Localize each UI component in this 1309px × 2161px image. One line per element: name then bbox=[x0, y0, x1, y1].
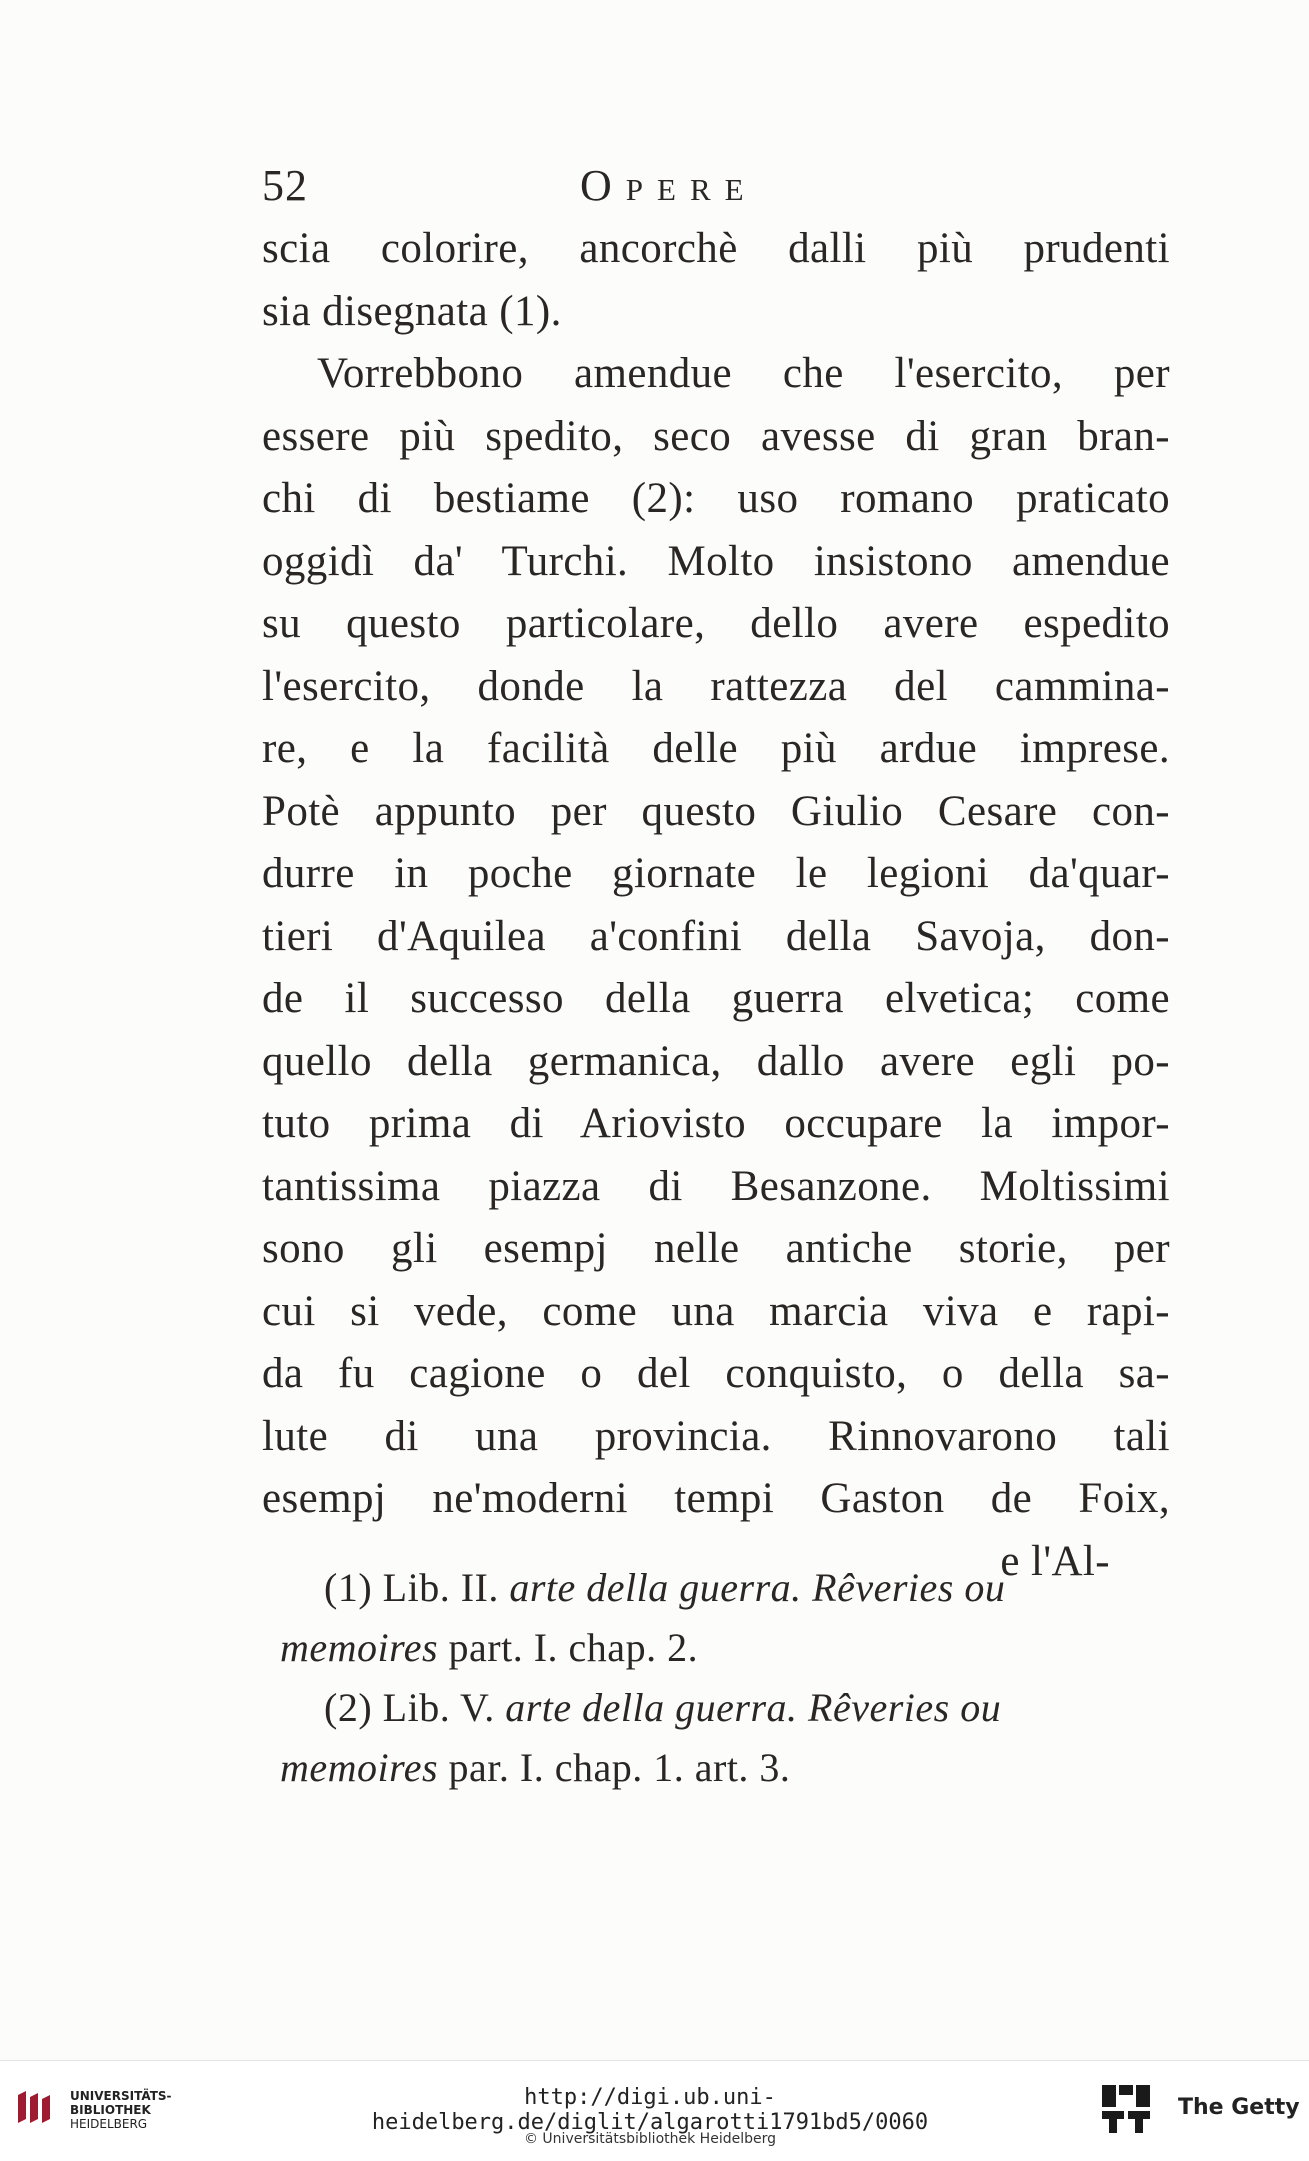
footnote-text: (2) Lib. V. bbox=[324, 1685, 506, 1730]
text-line: esempj ne'moderni tempi Gaston de Foix, bbox=[262, 1475, 1170, 1522]
ub-heidelberg-logo-icon[interactable] bbox=[14, 2087, 54, 2127]
text-line: su questo particolare, dello avere espedito bbox=[262, 600, 1170, 647]
page-number: 52 bbox=[262, 161, 308, 210]
footnote-italic: memoires bbox=[280, 1625, 439, 1670]
footnotes bbox=[280, 1558, 1170, 1798]
text-line: l'esercito, donde la rattezza del cammina- bbox=[262, 662, 1170, 710]
library-line: UNIVERSITÄTS- bbox=[70, 2089, 172, 2103]
library-line: HEIDELBERG bbox=[70, 2117, 148, 2131]
footnote-text: (1) Lib. II. bbox=[324, 1565, 510, 1610]
catchword: e l'Al- bbox=[1000, 1537, 1110, 1585]
text-line: essere più spedito, seco avesse di gran bran- bbox=[262, 412, 1170, 460]
running-head: Opere bbox=[580, 161, 758, 210]
text-line: Potè appunto per questo Giulio Cesare con- bbox=[262, 787, 1170, 835]
text-line: cui si vede, come una marcia viva e rapi- bbox=[262, 1287, 1170, 1335]
text-line: de il successo della guerra elvetica; come bbox=[262, 975, 1170, 1022]
text-line: oggidì da' Turchi. Molto insistono amendue bbox=[262, 537, 1170, 585]
page-header bbox=[262, 160, 1162, 220]
text-line: tieri d'Aquilea a'confini della Savoja, don- bbox=[262, 912, 1170, 960]
text-line: scia colorire, ancorchè dalli più prudenti bbox=[262, 225, 1170, 272]
text-line: re, e la facilità delle più ardue imprese. bbox=[262, 725, 1170, 772]
getty-logo-icon[interactable] bbox=[1100, 2083, 1152, 2135]
text-line: quello della germanica, dallo avere egli po- bbox=[262, 1037, 1170, 1085]
footnote-italic: arte della guerra. Rêveries ou bbox=[505, 1685, 1002, 1730]
text-line: durre in poche giornate le legioni da'quar- bbox=[262, 850, 1170, 897]
footnote-1-line-2 bbox=[280, 1618, 1170, 1678]
text-line: chi di bestiame (2): uso romano praticato bbox=[262, 475, 1170, 522]
text-line: lute di una provincia. Rinnovarono tali bbox=[262, 1412, 1170, 1460]
text-line: Vorrebbono amendue che l'esercito, per bbox=[317, 350, 1170, 397]
footnote-2-line-2 bbox=[280, 1738, 1170, 1798]
footnote-text: part. I. chap. 2. bbox=[438, 1625, 699, 1670]
permalink-url[interactable]: http://digi.ub.uni-heidelberg.de/diglit/algarotti1791bd5/0060 bbox=[371, 2085, 929, 2135]
footnote-italic: arte della guerra. Rêveries ou bbox=[509, 1565, 1006, 1610]
viewer-footer bbox=[0, 2060, 1309, 2161]
library-line: BIBLIOTHEK bbox=[70, 2103, 151, 2117]
copyright-notice: © Universitätsbibliothek Heidelberg bbox=[523, 2131, 776, 2147]
footnote-text: par. I. chap. 1. art. 3. bbox=[438, 1745, 791, 1790]
footnote-2-line-1 bbox=[280, 1678, 1170, 1738]
text-line: sia disegnata (1). bbox=[262, 287, 562, 335]
library-name bbox=[70, 2089, 172, 2131]
body-text bbox=[262, 218, 1170, 1593]
text-line: tuto prima di Ariovisto occupare la impor- bbox=[262, 1100, 1170, 1147]
text-line: tantissima piazza di Besanzone. Moltissimi bbox=[262, 1162, 1170, 1210]
text-line: da fu cagione o del conquisto, o della sa- bbox=[262, 1350, 1170, 1397]
footnote-italic: memoires bbox=[280, 1745, 439, 1790]
text-line: sono gli esempj nelle antiche storie, per bbox=[262, 1225, 1170, 1272]
sponsor-name[interactable]: The Getty bbox=[1178, 2095, 1300, 2120]
footnote-1-line-1 bbox=[280, 1558, 1170, 1618]
